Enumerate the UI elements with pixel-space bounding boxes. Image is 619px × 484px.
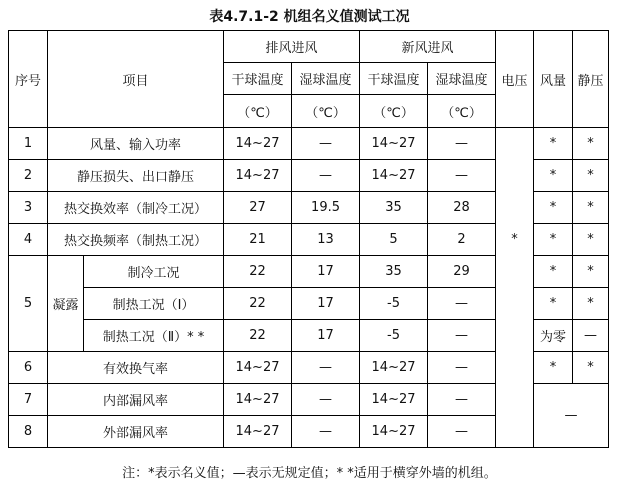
exhaust-dry-value: 14~27 xyxy=(224,160,292,192)
row-number: 6 xyxy=(9,352,48,384)
table-row xyxy=(9,352,609,384)
fresh-dry-value: 14~27 xyxy=(360,416,428,448)
fresh-wet-value: — xyxy=(428,160,496,192)
row-number: 4 xyxy=(9,224,48,256)
exhaust-wet-value: — xyxy=(292,160,360,192)
header-unit: （℃） xyxy=(360,95,428,128)
row-number: 7 xyxy=(9,384,48,416)
row-number: 3 xyxy=(9,192,48,224)
row-item: 有效换气率 xyxy=(48,352,224,384)
airflow-value: * xyxy=(534,128,573,160)
fresh-wet-value: — xyxy=(428,384,496,416)
exhaust-dry-value: 27 xyxy=(224,192,292,224)
row-item: 制冷工况 xyxy=(84,256,224,288)
static-value: * xyxy=(573,256,609,288)
fresh-wet-value: — xyxy=(428,416,496,448)
static-value: * xyxy=(573,160,609,192)
table-row xyxy=(9,128,609,160)
header-voltage: 电压 xyxy=(496,31,534,128)
static-value: — xyxy=(573,320,609,352)
header-row-1 xyxy=(9,31,609,63)
airflow-value: * xyxy=(534,288,573,320)
fresh-dry-value: 14~27 xyxy=(360,384,428,416)
row-item: 内部漏风率 xyxy=(48,384,224,416)
header-item: 项目 xyxy=(48,31,224,128)
row-item: 外部漏风率 xyxy=(48,416,224,448)
airflow-value: * xyxy=(534,352,573,384)
fresh-dry-value: 14~27 xyxy=(360,160,428,192)
header-exhaust: 排风进风 xyxy=(224,31,360,63)
row-item: 风量、输入功率 xyxy=(48,128,224,160)
fresh-wet-value: 29 xyxy=(428,256,496,288)
static-value: * xyxy=(573,192,609,224)
airflow-value: * xyxy=(534,256,573,288)
fresh-wet-value: — xyxy=(428,128,496,160)
row-item: 热交换效率（制冷工况） xyxy=(48,192,224,224)
row-item: 静压损失、出口静压 xyxy=(48,160,224,192)
table-note: 注：*表示名义值；—表示无规定值；* *适用于横穿外墙的机组。 xyxy=(122,466,497,481)
header-seq: 序号 xyxy=(9,31,48,128)
header-fresh-wet: 湿球温度 xyxy=(428,63,496,95)
exhaust-dry-value: 22 xyxy=(224,288,292,320)
exhaust-wet-value: — xyxy=(292,384,360,416)
header-fresh: 新风进风 xyxy=(360,31,496,63)
fresh-dry-value: 14~27 xyxy=(360,352,428,384)
fresh-dry-value: -5 xyxy=(360,320,428,352)
exhaust-dry-value: 14~27 xyxy=(224,416,292,448)
exhaust-wet-value: — xyxy=(292,128,360,160)
fresh-wet-value: — xyxy=(428,320,496,352)
row-number: 8 xyxy=(9,416,48,448)
header-static: 静压 xyxy=(573,31,609,128)
airflow-value: * xyxy=(534,160,573,192)
exhaust-dry-value: 14~27 xyxy=(224,384,292,416)
header-exhaust-wet: 湿球温度 xyxy=(292,63,360,95)
airflow-value: * xyxy=(534,224,573,256)
static-value: * xyxy=(573,128,609,160)
header-unit: （℃） xyxy=(292,95,360,128)
fresh-dry-value: 35 xyxy=(360,192,428,224)
fresh-dry-value: -5 xyxy=(360,288,428,320)
exhaust-dry-value: 14~27 xyxy=(224,352,292,384)
exhaust-dry-value: 22 xyxy=(224,320,292,352)
header-airflow: 风量 xyxy=(534,31,573,128)
row-number: 5 xyxy=(9,256,48,352)
voltage-cell-lower xyxy=(496,352,534,448)
condensation-group-label: 凝露 xyxy=(48,256,84,352)
exhaust-wet-value: 13 xyxy=(292,224,360,256)
exhaust-wet-value: — xyxy=(292,352,360,384)
static-value: * xyxy=(573,224,609,256)
exhaust-wet-value: 17 xyxy=(292,320,360,352)
exhaust-wet-value: 17 xyxy=(292,256,360,288)
exhaust-dry-value: 14~27 xyxy=(224,128,292,160)
row-number: 2 xyxy=(9,160,48,192)
fresh-dry-value: 14~27 xyxy=(360,128,428,160)
row-item: 制热工况（Ⅱ）* * xyxy=(84,320,224,352)
fresh-wet-value: — xyxy=(428,288,496,320)
airflow-value: 为零 xyxy=(534,320,573,352)
airflow-value: * xyxy=(534,192,573,224)
test-conditions-table xyxy=(8,30,609,448)
fresh-dry-value: 35 xyxy=(360,256,428,288)
exhaust-dry-value: 22 xyxy=(224,256,292,288)
fresh-wet-value: — xyxy=(428,352,496,384)
fresh-wet-value: 2 xyxy=(428,224,496,256)
table-title: 表4.7.1-2 机组名义值测试工况 xyxy=(209,9,410,25)
header-unit: （℃） xyxy=(224,95,292,128)
exhaust-wet-value: — xyxy=(292,416,360,448)
fresh-dry-value: 5 xyxy=(360,224,428,256)
static-value: * xyxy=(573,352,609,384)
exhaust-wet-value: 17 xyxy=(292,288,360,320)
merged-airflow-static-cell: — xyxy=(534,384,609,448)
header-fresh-dry: 干球温度 xyxy=(360,63,428,95)
fresh-wet-value: 28 xyxy=(428,192,496,224)
voltage-cell: * xyxy=(496,128,534,352)
row-number: 1 xyxy=(9,128,48,160)
static-value: * xyxy=(573,288,609,320)
row-item: 制热工况（Ⅰ） xyxy=(84,288,224,320)
row-item: 热交换频率（制热工况） xyxy=(48,224,224,256)
header-exhaust-dry: 干球温度 xyxy=(224,63,292,95)
header-unit: （℃） xyxy=(428,95,496,128)
exhaust-dry-value: 21 xyxy=(224,224,292,256)
exhaust-wet-value: 19.5 xyxy=(292,192,360,224)
